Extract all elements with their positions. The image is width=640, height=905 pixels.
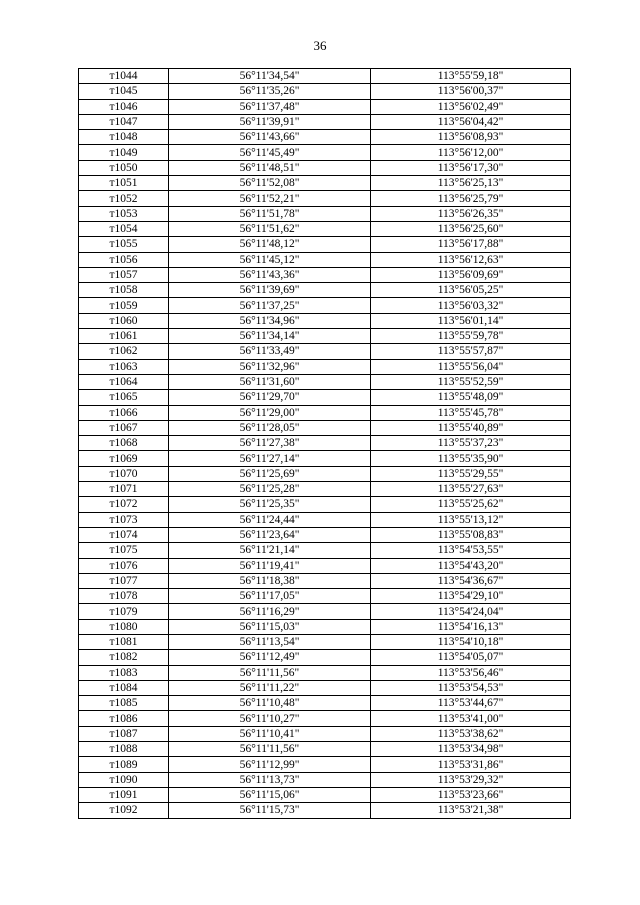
- longitude-cell: 113°55'40,89": [371, 420, 571, 435]
- table-row: [79, 313, 571, 328]
- table-row: [79, 466, 571, 481]
- table-row: [79, 114, 571, 129]
- table-row: [79, 604, 571, 619]
- table-row: [79, 283, 571, 298]
- longitude-cell: 113°55'27,63": [371, 482, 571, 497]
- longitude-cell: 113°56'02,49": [371, 99, 571, 114]
- point-id-cell: т1081: [79, 634, 169, 649]
- point-id-cell: т1056: [79, 252, 169, 267]
- latitude-cell: 56°11'25,69": [169, 466, 371, 481]
- table-row: [79, 527, 571, 542]
- latitude-cell: 56°11'13,73": [169, 772, 371, 787]
- latitude-cell: 56°11'10,27": [169, 711, 371, 726]
- longitude-cell: 113°56'03,32": [371, 298, 571, 313]
- point-id-cell: т1077: [79, 573, 169, 588]
- table-row: [79, 191, 571, 206]
- point-id-cell: т1059: [79, 298, 169, 313]
- table-row: [79, 99, 571, 114]
- longitude-cell: 113°53'38,62": [371, 726, 571, 741]
- table-row: [79, 482, 571, 497]
- point-id-cell: т1076: [79, 558, 169, 573]
- latitude-cell: 56°11'35,26": [169, 84, 371, 99]
- table-row: [79, 497, 571, 512]
- point-id-cell: т1058: [79, 283, 169, 298]
- table-row: [79, 145, 571, 160]
- longitude-cell: 113°55'35,90": [371, 451, 571, 466]
- longitude-cell: 113°56'26,35": [371, 206, 571, 221]
- latitude-cell: 56°11'31,60": [169, 374, 371, 389]
- latitude-cell: 56°11'29,70": [169, 390, 371, 405]
- longitude-cell: 113°56'17,30": [371, 160, 571, 175]
- latitude-cell: 56°11'43,66": [169, 130, 371, 145]
- table-row: [79, 160, 571, 175]
- point-id-cell: т1073: [79, 512, 169, 527]
- point-id-cell: т1074: [79, 527, 169, 542]
- latitude-cell: 56°11'25,35": [169, 497, 371, 512]
- point-id-cell: т1078: [79, 589, 169, 604]
- longitude-cell: 113°55'25,62": [371, 497, 571, 512]
- longitude-cell: 113°55'08,83": [371, 527, 571, 542]
- point-id-cell: т1052: [79, 191, 169, 206]
- latitude-cell: 56°11'39,91": [169, 114, 371, 129]
- longitude-cell: 113°55'59,78": [371, 329, 571, 344]
- latitude-cell: 56°11'16,29": [169, 604, 371, 619]
- table-row: [79, 757, 571, 772]
- longitude-cell: 113°53'41,00": [371, 711, 571, 726]
- latitude-cell: 56°11'27,14": [169, 451, 371, 466]
- latitude-cell: 56°11'52,21": [169, 191, 371, 206]
- longitude-cell: 113°54'53,55": [371, 543, 571, 558]
- table-row: [79, 84, 571, 99]
- table-row: [79, 130, 571, 145]
- latitude-cell: 56°11'24,44": [169, 512, 371, 527]
- point-id-cell: т1089: [79, 757, 169, 772]
- point-id-cell: т1090: [79, 772, 169, 787]
- table-row: [79, 420, 571, 435]
- point-id-cell: т1085: [79, 696, 169, 711]
- table-row: [79, 176, 571, 191]
- point-id-cell: т1047: [79, 114, 169, 129]
- latitude-cell: 56°11'37,25": [169, 298, 371, 313]
- table-row: [79, 451, 571, 466]
- point-id-cell: т1070: [79, 466, 169, 481]
- latitude-cell: 56°11'13,54": [169, 634, 371, 649]
- longitude-cell: 113°56'12,00": [371, 145, 571, 160]
- longitude-cell: 113°55'52,59": [371, 374, 571, 389]
- longitude-cell: 113°54'24,04": [371, 604, 571, 619]
- point-id-cell: т1080: [79, 619, 169, 634]
- table-row: [79, 374, 571, 389]
- longitude-cell: 113°56'01,14": [371, 313, 571, 328]
- point-id-cell: т1055: [79, 237, 169, 252]
- latitude-cell: 56°11'25,28": [169, 482, 371, 497]
- page-number: 36: [313, 38, 327, 53]
- longitude-cell: 113°54'43,20": [371, 558, 571, 573]
- longitude-cell: 113°53'23,66": [371, 787, 571, 802]
- table-row: [79, 558, 571, 573]
- latitude-cell: 56°11'10,41": [169, 726, 371, 741]
- table-row: [79, 650, 571, 665]
- longitude-cell: 113°53'54,53": [371, 680, 571, 695]
- latitude-cell: 56°11'39,69": [169, 283, 371, 298]
- point-id-cell: т1082: [79, 650, 169, 665]
- longitude-cell: 113°53'29,32": [371, 772, 571, 787]
- latitude-cell: 56°11'34,14": [169, 329, 371, 344]
- longitude-cell: 113°53'44,67": [371, 696, 571, 711]
- longitude-cell: 113°56'25,13": [371, 176, 571, 191]
- table-row: [79, 206, 571, 221]
- table-row: [79, 573, 571, 588]
- longitude-cell: 113°56'17,88": [371, 237, 571, 252]
- longitude-cell: 113°55'56,04": [371, 359, 571, 374]
- latitude-cell: 56°11'10,48": [169, 696, 371, 711]
- latitude-cell: 56°11'28,05": [169, 420, 371, 435]
- latitude-cell: 56°11'12,99": [169, 757, 371, 772]
- point-id-cell: т1064: [79, 374, 169, 389]
- longitude-cell: 113°54'10,18": [371, 634, 571, 649]
- table-row: [79, 787, 571, 802]
- latitude-cell: 56°11'18,38": [169, 573, 371, 588]
- latitude-cell: 56°11'21,14": [169, 543, 371, 558]
- point-id-cell: т1069: [79, 451, 169, 466]
- point-id-cell: т1051: [79, 176, 169, 191]
- latitude-cell: 56°11'15,73": [169, 803, 371, 818]
- longitude-cell: 113°55'45,78": [371, 405, 571, 420]
- point-id-cell: т1092: [79, 803, 169, 818]
- latitude-cell: 56°11'23,64": [169, 527, 371, 542]
- longitude-cell: 113°54'36,67": [371, 573, 571, 588]
- point-id-cell: т1053: [79, 206, 169, 221]
- table-row: [79, 665, 571, 680]
- longitude-cell: 113°55'57,87": [371, 344, 571, 359]
- longitude-cell: 113°54'05,07": [371, 650, 571, 665]
- longitude-cell: 113°53'21,38": [371, 803, 571, 818]
- point-id-cell: т1088: [79, 742, 169, 757]
- point-id-cell: т1071: [79, 482, 169, 497]
- longitude-cell: 113°56'09,69": [371, 267, 571, 282]
- point-id-cell: т1061: [79, 329, 169, 344]
- point-id-cell: т1083: [79, 665, 169, 680]
- longitude-cell: 113°55'13,12": [371, 512, 571, 527]
- latitude-cell: 56°11'37,48": [169, 99, 371, 114]
- latitude-cell: 56°11'12,49": [169, 650, 371, 665]
- table-row: [79, 512, 571, 527]
- coordinates-table: [78, 68, 571, 819]
- longitude-cell: 113°56'25,79": [371, 191, 571, 206]
- longitude-cell: 113°56'08,93": [371, 130, 571, 145]
- longitude-cell: 113°54'29,10": [371, 589, 571, 604]
- latitude-cell: 56°11'34,96": [169, 313, 371, 328]
- longitude-cell: 113°55'59,18": [371, 69, 571, 84]
- table-row: [79, 696, 571, 711]
- latitude-cell: 56°11'48,51": [169, 160, 371, 175]
- latitude-cell: 56°11'15,06": [169, 787, 371, 802]
- point-id-cell: т1054: [79, 221, 169, 236]
- point-id-cell: т1062: [79, 344, 169, 359]
- longitude-cell: 113°55'37,23": [371, 436, 571, 451]
- point-id-cell: т1049: [79, 145, 169, 160]
- latitude-cell: 56°11'19,41": [169, 558, 371, 573]
- table-row: [79, 680, 571, 695]
- point-id-cell: т1050: [79, 160, 169, 175]
- point-id-cell: т1091: [79, 787, 169, 802]
- point-id-cell: т1048: [79, 130, 169, 145]
- table-row: [79, 405, 571, 420]
- point-id-cell: т1084: [79, 680, 169, 695]
- table-row: [79, 803, 571, 818]
- latitude-cell: 56°11'15,03": [169, 619, 371, 634]
- table-row: [79, 436, 571, 451]
- point-id-cell: т1075: [79, 543, 169, 558]
- longitude-cell: 113°56'05,25": [371, 283, 571, 298]
- longitude-cell: 113°53'31,86": [371, 757, 571, 772]
- point-id-cell: т1057: [79, 267, 169, 282]
- longitude-cell: 113°53'34,98": [371, 742, 571, 757]
- longitude-cell: 113°56'04,42": [371, 114, 571, 129]
- latitude-cell: 56°11'11,22": [169, 680, 371, 695]
- longitude-cell: 113°56'12,63": [371, 252, 571, 267]
- latitude-cell: 56°11'17,05": [169, 589, 371, 604]
- point-id-cell: т1046: [79, 99, 169, 114]
- table-row: [79, 543, 571, 558]
- table-row: [79, 344, 571, 359]
- point-id-cell: т1060: [79, 313, 169, 328]
- latitude-cell: 56°11'11,56": [169, 742, 371, 757]
- latitude-cell: 56°11'32,96": [169, 359, 371, 374]
- latitude-cell: 56°11'34,54": [169, 69, 371, 84]
- table-row: [79, 390, 571, 405]
- latitude-cell: 56°11'51,62": [169, 221, 371, 236]
- table-row: [79, 69, 571, 84]
- longitude-cell: 113°55'29,55": [371, 466, 571, 481]
- latitude-cell: 56°11'52,08": [169, 176, 371, 191]
- point-id-cell: т1063: [79, 359, 169, 374]
- latitude-cell: 56°11'27,38": [169, 436, 371, 451]
- table-row: [79, 772, 571, 787]
- table-row: [79, 252, 571, 267]
- point-id-cell: т1072: [79, 497, 169, 512]
- table-row: [79, 267, 571, 282]
- table-row: [79, 329, 571, 344]
- point-id-cell: т1066: [79, 405, 169, 420]
- latitude-cell: 56°11'43,36": [169, 267, 371, 282]
- table-row: [79, 298, 571, 313]
- point-id-cell: т1067: [79, 420, 169, 435]
- latitude-cell: 56°11'11,56": [169, 665, 371, 680]
- table-row: [79, 359, 571, 374]
- table-row: [79, 634, 571, 649]
- table-row: [79, 711, 571, 726]
- table-row: [79, 742, 571, 757]
- table-row: [79, 589, 571, 604]
- point-id-cell: т1044: [79, 69, 169, 84]
- point-id-cell: т1087: [79, 726, 169, 741]
- latitude-cell: 56°11'51,78": [169, 206, 371, 221]
- longitude-cell: 113°54'16,13": [371, 619, 571, 634]
- point-id-cell: т1068: [79, 436, 169, 451]
- table-row: [79, 237, 571, 252]
- latitude-cell: 56°11'45,49": [169, 145, 371, 160]
- longitude-cell: 113°55'48,09": [371, 390, 571, 405]
- point-id-cell: т1065: [79, 390, 169, 405]
- latitude-cell: 56°11'29,00": [169, 405, 371, 420]
- point-id-cell: т1086: [79, 711, 169, 726]
- latitude-cell: 56°11'33,49": [169, 344, 371, 359]
- longitude-cell: 113°56'00,37": [371, 84, 571, 99]
- table-row: [79, 726, 571, 741]
- table-row: [79, 221, 571, 236]
- point-id-cell: т1045: [79, 84, 169, 99]
- point-id-cell: т1079: [79, 604, 169, 619]
- latitude-cell: 56°11'48,12": [169, 237, 371, 252]
- longitude-cell: 113°56'25,60": [371, 221, 571, 236]
- latitude-cell: 56°11'45,12": [169, 252, 371, 267]
- longitude-cell: 113°53'56,46": [371, 665, 571, 680]
- table-row: [79, 619, 571, 634]
